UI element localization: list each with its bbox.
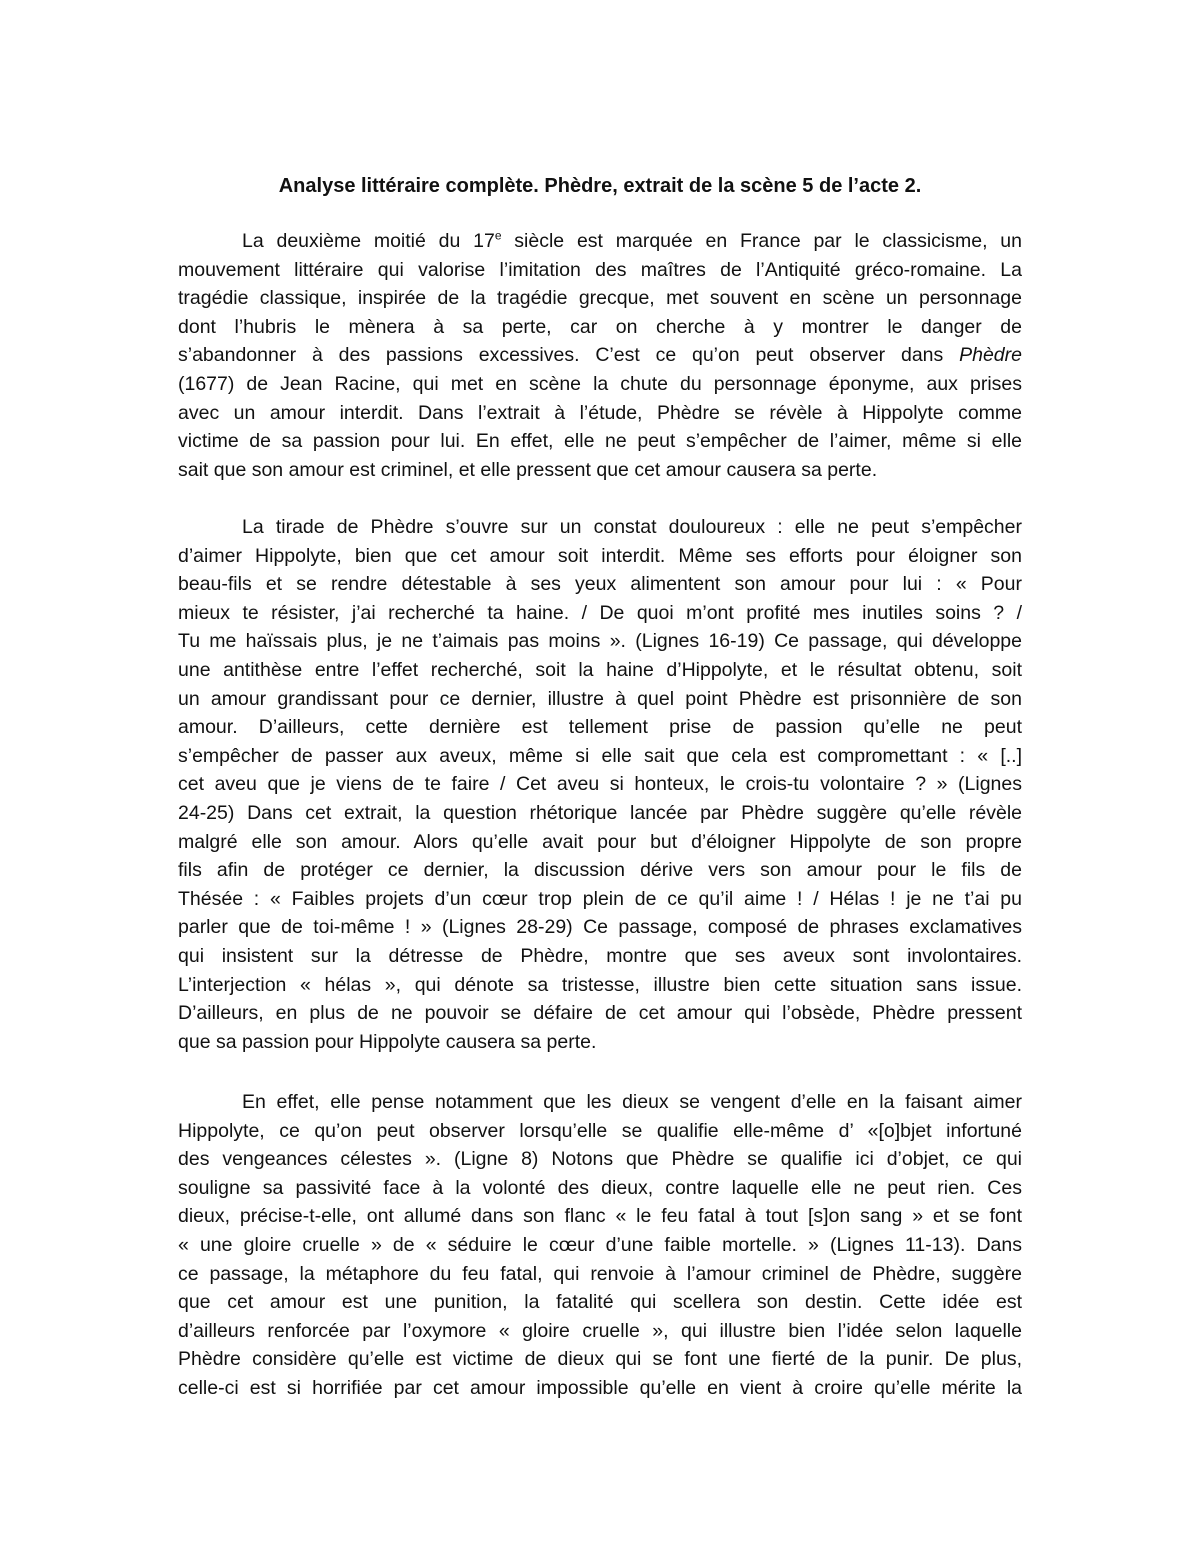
text-line: Tu me haïssais plus, je ne t’aimais pas moins ». (Lignes 16-19) Ce passage, qui développe xyxy=(178,630,1022,653)
text-line: 24-25) Dans cet extrait, la question rhétorique lancée par Phèdre suggère qu’elle révèle xyxy=(178,801,1022,824)
text-line: cet aveu que je viens de te faire / Cet aveu si honteux, le crois-tu volontaire ? » (Lignes xyxy=(178,773,1022,796)
text-line: La tirade de Phèdre s’ouvre sur un constat douloureux : elle ne peut s’empêcher xyxy=(242,516,1022,538)
italic-title: Phèdre xyxy=(959,344,1022,367)
text-line: d’aimer Hippolyte, bien que cet amour soit interdit. Même ses efforts pour éloigner son xyxy=(178,544,1022,567)
text-line: parler que de toi-même ! » (Lignes 28-29) Ce passage, composé de phrases exclamatives xyxy=(178,916,1022,939)
text-line: d’ailleurs renforcée par l’oxymore « gloire cruelle », qui illustre bien l’idée selon laquelle xyxy=(178,1319,1022,1342)
text-line: Hippolyte, ce qu’on peut observer lorsqu’elle se qualifie elle-même d’ «[o]bjet infortuné xyxy=(178,1119,1022,1142)
text-line: (1677) de Jean Racine, qui met en scène la chute du personnage éponyme, aux prises xyxy=(178,372,1022,395)
text-line: celle-ci est si horrifiée par cet amour impossible qu’elle en vient à croire qu’elle mérite la xyxy=(178,1376,1022,1399)
text-line: En effet, elle pense notamment que les dieux se vengent d’elle en la faisant aimer xyxy=(242,1091,1022,1113)
text-line: beau-fils et se rendre détestable à ses yeux alimentent son amour pour lui : « Pour xyxy=(178,573,1022,596)
text-span: La deuxième moitié du 17 xyxy=(242,230,495,252)
text-line: une antithèse entre l’effet recherché, soit la haine d’Hippolyte, et le résultat obtenu, soit xyxy=(178,658,1022,681)
document-title: Analyse littéraire complète. Phèdre, extrait de la scène 5 de l’acte 2. xyxy=(278,175,922,197)
text-line xyxy=(178,341,1022,370)
text-line: Phèdre considère qu’elle est victime de dieux qui se font une fierté de la punir. De plus, xyxy=(178,1348,1022,1371)
text-line: fils afin de protéger ce dernier, la discussion dérive vers son amour pour le fils de xyxy=(178,859,1022,882)
paragraph-2 xyxy=(178,513,1022,1056)
text-line: des vengeances célestes ». (Ligne 8) Notons que Phèdre se qualifie ici d’objet, ce qui xyxy=(178,1148,1022,1171)
text-line: un amour grandissant pour ce dernier, illustre à quel point Phèdre est prisonnière de son xyxy=(178,687,1022,710)
text-span: siècle est marquée en France par le classicisme, un xyxy=(501,230,1022,252)
text-line: que sa passion pour Hippolyte causera sa perte. xyxy=(178,1030,597,1053)
text-line: que cet amour est une punition, la fatalité qui scellera son destin. Cette idée est xyxy=(178,1291,1022,1314)
text-line: sait que son amour est criminel, et elle pressent que cet amour causera sa perte. xyxy=(178,458,878,481)
text-line: mieux te résister, j’ai recherché ta haine. / De quoi m’ont profité mes inutiles soins ? / xyxy=(178,601,1022,624)
text-line: dieux, précise-t-elle, ont allumé dans son flanc « le feu fatal à tout [s]on sang » et se font xyxy=(178,1205,1022,1228)
text-line: souligne sa passivité face à la volonté des dieux, contre laquelle elle ne peut rien. Ces xyxy=(178,1176,1022,1199)
text-line: D’ailleurs, en plus de ne pouvoir se défaire de cet amour qui l’obsède, Phèdre pressent xyxy=(178,1002,1022,1025)
text-line: s’empêcher de passer aux aveux, même si elle sait que cela est compromettant : « [..] xyxy=(178,744,1022,767)
paragraph-3 xyxy=(178,1088,1022,1403)
text-line: qui insistent sur la détresse de Phèdre, montre que ses aveux sont involontaires. xyxy=(178,944,1022,967)
text-line xyxy=(178,227,1022,256)
text-line: avec un amour interdit. Dans l’extrait à l’étude, Phèdre se révèle à Hippolyte comme xyxy=(178,401,1022,424)
superscript: e xyxy=(494,228,502,243)
text-line: mouvement littéraire qui valorise l’imitation des maîtres de l’Antiquité gréco-romaine. La xyxy=(178,258,1022,281)
text-line: tragédie classique, inspirée de la tragédie grecque, met souvent en scène un personnage xyxy=(178,287,1022,310)
text-line: dont l’hubris le mènera à sa perte, car on cherche à y montrer le danger de xyxy=(178,315,1022,338)
paragraph-1 xyxy=(178,227,1022,484)
text-line: victime de sa passion pour lui. En effet, elle ne peut s’empêcher de l’aimer, même si elle xyxy=(178,430,1022,453)
text-line: Thésée : « Faibles projets d’un cœur trop plein de ce qu’il aime ! / Hélas ! je ne t’ai pu xyxy=(178,887,1022,910)
text-line: amour. D’ailleurs, cette dernière est tellement prise de passion qu’elle ne peut xyxy=(178,716,1022,739)
text-line: malgré elle son amour. Alors qu’elle avait pour but d’éloigner Hippolyte de son propre xyxy=(178,830,1022,853)
text-line: ce passage, la métaphore du feu fatal, qui renvoie à l’amour criminel de Phèdre, suggère xyxy=(178,1262,1022,1285)
text-span: s’abandonner à des passions excessives. C’est ce qu’on peut observer dans xyxy=(178,344,960,367)
text-line: L’interjection « hélas », qui dénote sa tristesse, illustre bien cette situation sans issue. xyxy=(178,973,1022,996)
text-line: « une gloire cruelle » de « séduire le cœur d’une faible mortelle. » (Lignes 11-13). Dans xyxy=(178,1233,1022,1256)
